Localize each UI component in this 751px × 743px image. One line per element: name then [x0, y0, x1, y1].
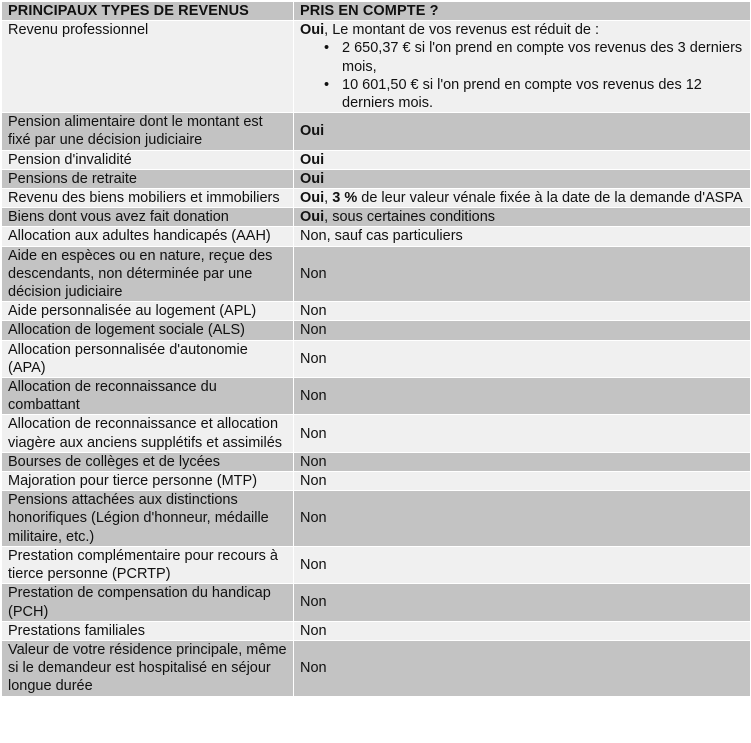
table-row [2, 169, 751, 188]
table-row [2, 321, 751, 340]
table-row [2, 640, 751, 696]
row-value: Oui [294, 150, 751, 169]
header-taken-into-account: PRIS EN COMPTE ? [294, 2, 751, 21]
table-header-row [2, 2, 751, 21]
row-value: Non [294, 246, 751, 302]
table-row [2, 113, 751, 150]
value-text: , Le montant de vos revenus est réduit de : [324, 22, 600, 39]
row-value: Non [294, 378, 751, 415]
table-row [2, 621, 751, 640]
bullet-icon: • [324, 76, 330, 93]
table-row [2, 452, 751, 471]
revenue-types-table [1, 1, 751, 697]
row-value [294, 21, 751, 113]
row-label: Bourses de collèges et de lycées [2, 452, 294, 471]
row-label: Prestation de compensation du handicap (PCH) [2, 584, 294, 621]
row-label: Revenu professionnel [2, 21, 294, 113]
table-row [2, 246, 751, 302]
row-value: Non [294, 452, 751, 471]
row-label: Allocation de reconnaissance du combattant [2, 378, 294, 415]
row-value: Non [294, 640, 751, 696]
row-value: Non [294, 584, 751, 621]
table-row [2, 378, 751, 415]
row-value: Oui, 3 % de leur valeur vénale fixée à la date de la demande d'ASPA [294, 189, 751, 208]
row-value: Non [294, 546, 751, 583]
list-item: • 10 601,50 € si l'on prend en compte vos revenus des 12 derniers mois. [324, 76, 702, 112]
deduction-list [300, 39, 746, 112]
bullet-icon: • [324, 40, 330, 57]
row-label: Prestation complémentaire pour recours à tierce personne (PCRTP) [2, 546, 294, 583]
row-label: Pensions de retraite [2, 169, 294, 188]
header-revenue-types: PRINCIPAUX TYPES DE REVENUS [2, 2, 294, 21]
list-item: • 2 650,37 € si l'on prend en compte vos revenus des 3 derniers mois, [324, 40, 743, 75]
table-row [2, 415, 751, 452]
row-label: Prestations familiales [2, 621, 294, 640]
table-row [2, 227, 751, 246]
row-value: Non [294, 340, 751, 377]
value-bold: Oui [300, 22, 325, 39]
row-label: Pensions attachées aux distinctions honorifiques (Légion d'honneur, médaille militaire, etc.) [2, 491, 294, 547]
row-label: Pension alimentaire dont le montant est fixé par une décision judiciaire [2, 113, 294, 150]
table-row [2, 208, 751, 227]
table-row [2, 472, 751, 491]
row-value: Oui [294, 169, 751, 188]
row-value: Non [294, 415, 751, 452]
row-value: Non [294, 302, 751, 321]
table-row [2, 546, 751, 583]
row-label: Aide personnalisée au logement (APL) [2, 302, 294, 321]
row-label: Pension d'invalidité [2, 150, 294, 169]
row-value: Non [294, 491, 751, 547]
row-label: Majoration pour tierce personne (MTP) [2, 472, 294, 491]
row-value: Oui, sous certaines conditions [294, 208, 751, 227]
table-row [2, 340, 751, 377]
table-row [2, 21, 751, 113]
row-label: Valeur de votre résidence principale, même si le demandeur est hospitalisé en séjour longue durée [2, 640, 294, 696]
table-row [2, 189, 751, 208]
row-label: Allocation de reconnaissance et allocation viagère aux anciens supplétifs et assimilés [2, 415, 294, 452]
row-label: Aide en espèces ou en nature, reçue des descendants, non déterminée par une décision judiciaire [2, 246, 294, 302]
row-value: Non [294, 321, 751, 340]
row-label: Allocation aux adultes handicapés (AAH) [2, 227, 294, 246]
table-row [2, 150, 751, 169]
table-row [2, 302, 751, 321]
row-label: Biens dont vous avez fait donation [2, 208, 294, 227]
table-row [2, 584, 751, 621]
table-row [2, 491, 751, 547]
row-value: Non [294, 621, 751, 640]
row-label: Allocation personnalisée d'autonomie (APA) [2, 340, 294, 377]
row-value: Oui [294, 113, 751, 150]
row-value: Non, sauf cas particuliers [294, 227, 751, 246]
row-label: Allocation de logement sociale (ALS) [2, 321, 294, 340]
row-label: Revenu des biens mobiliers et immobiliers [2, 189, 294, 208]
row-value: Non [294, 472, 751, 491]
